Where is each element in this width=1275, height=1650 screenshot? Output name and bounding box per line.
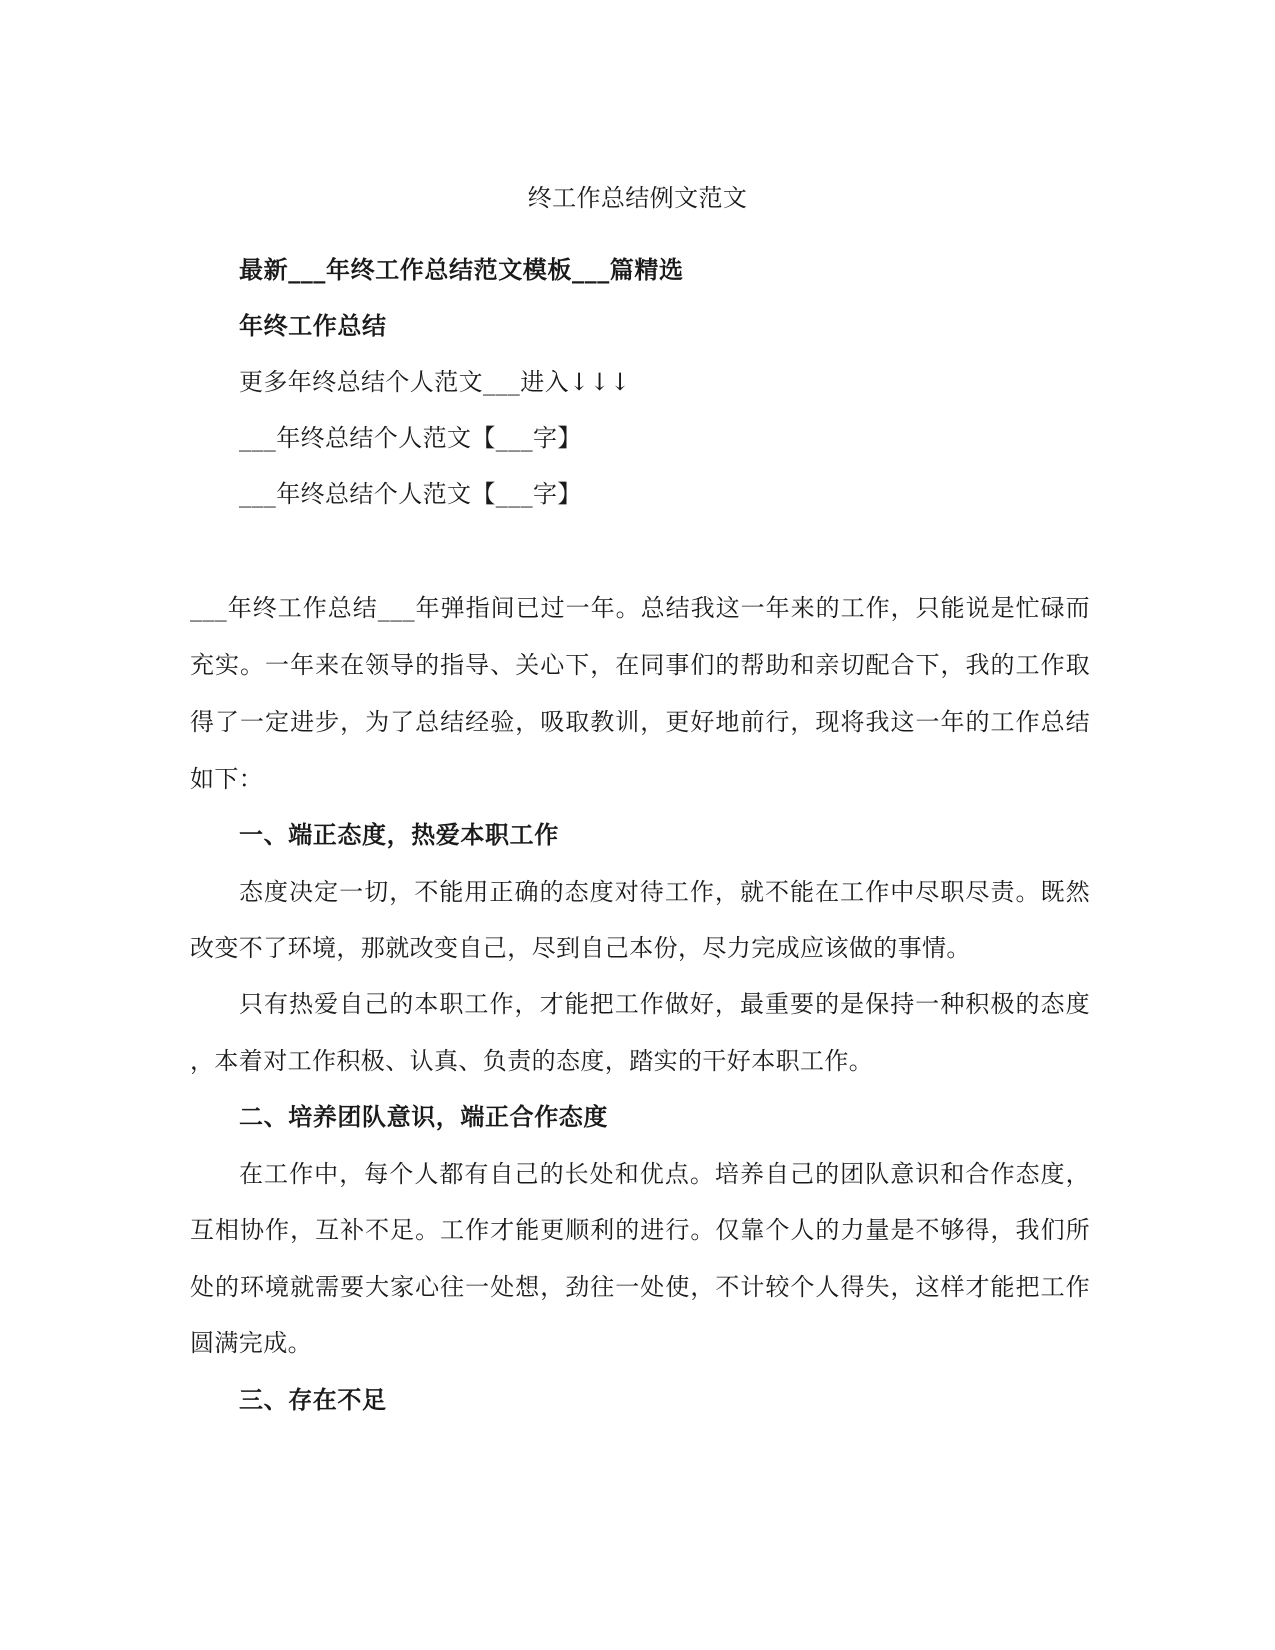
paragraph-line: 处的环境就需要大家心往一处想，劲往一处使，不计较个人得失，这样才能把工作: [190, 1273, 1090, 1301]
intro-line: 充实。一年来在领导的指导、关心下，在同事们的帮助和亲切配合下，我的工作取: [190, 651, 1090, 679]
intro-line: ___年终工作总结___年弹指间已过一年。总结我这一年来的工作，只能说是忙碌而: [190, 594, 1090, 622]
sub-heading: 年终工作总结: [239, 312, 387, 340]
more-link[interactable]: 更多年终总结个人范文___进入↓↓↓: [239, 368, 631, 396]
paragraph-line: 改变不了环境，那就改变自己，尽到自己本份，尽力完成应该做的事情。: [190, 934, 971, 962]
article-link[interactable]: ___年终总结个人范文【___字】: [239, 424, 582, 452]
paragraph-line: 在工作中，每个人都有自己的长处和优点。培养自己的团队意识和合作态度，: [239, 1160, 1090, 1188]
main-heading: 最新___年终工作总结范文模板___篇精选: [239, 256, 684, 284]
intro-line: 如下：: [190, 765, 264, 793]
section-heading: 三、存在不足: [239, 1386, 387, 1414]
document-title: 终工作总结例文范文: [527, 184, 748, 212]
paragraph-line: 圆满完成。: [190, 1329, 312, 1357]
paragraph-line: 互相协作，互补不足。工作才能更顺利的进行。仅靠个人的力量是不够得，我们所: [190, 1216, 1090, 1244]
paragraph-line: 只有热爱自己的本职工作，才能把工作做好，最重要的是保持一种积极的态度: [239, 990, 1090, 1018]
section-heading: 一、端正态度，热爱本职工作: [239, 821, 559, 849]
intro-line: 得了一定进步，为了总结经验，吸取教训，更好地前行，现将我这一年的工作总结: [190, 708, 1090, 736]
paragraph-line: 态度决定一切，不能用正确的态度对待工作，就不能在工作中尽职尽责。既然: [239, 878, 1090, 906]
section-heading: 二、培养团队意识，端正合作态度: [239, 1103, 608, 1131]
paragraph-line: ，本着对工作积极、认真、负责的态度，踏实的干好本职工作。: [190, 1047, 874, 1075]
article-link[interactable]: ___年终总结个人范文【___字】: [239, 480, 582, 508]
